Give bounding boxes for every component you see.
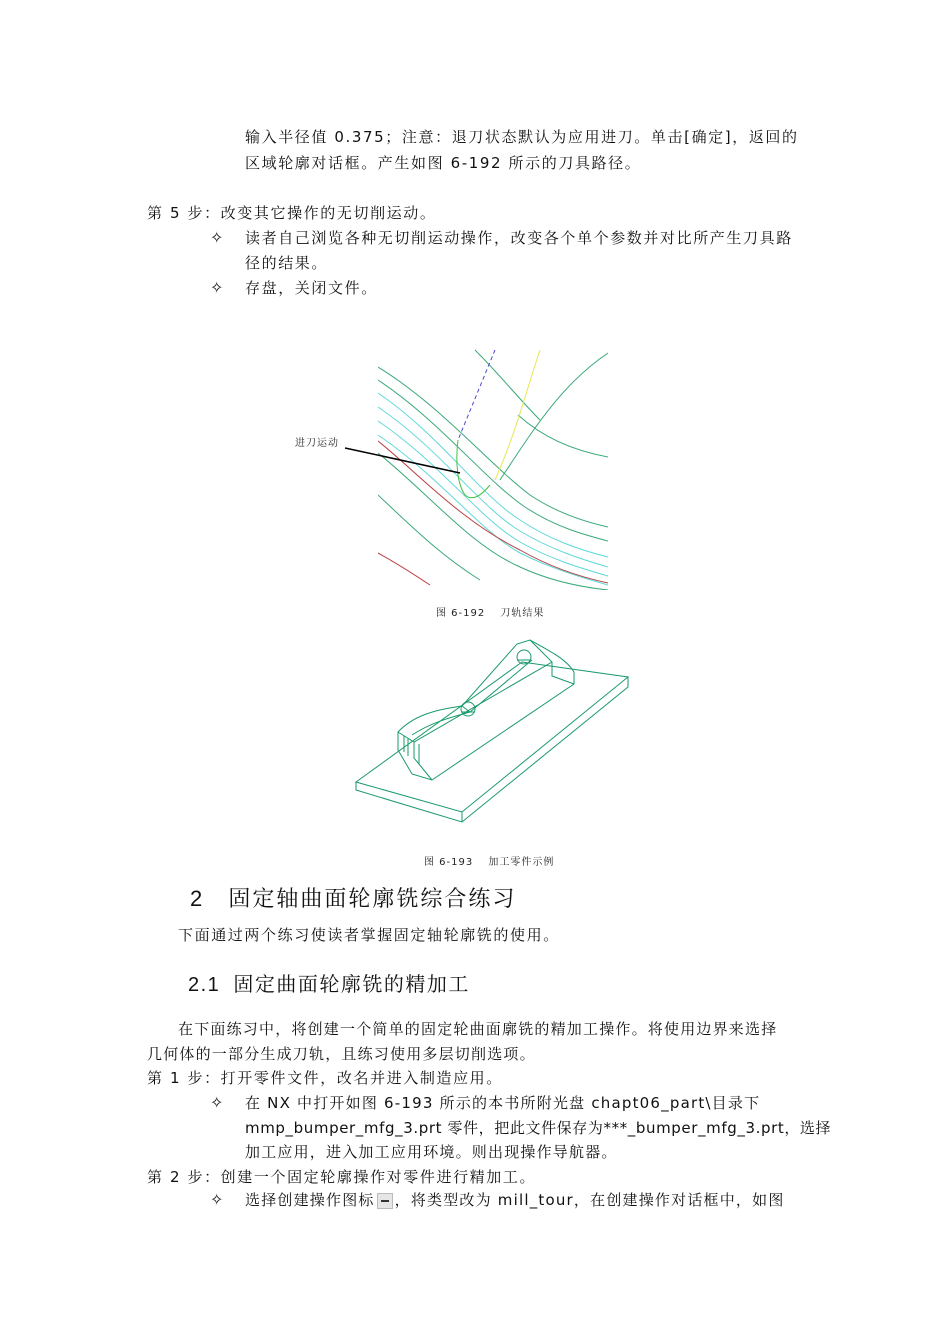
part-figure [352, 632, 632, 832]
step1-bullet-line3: 加工应用，进入加工应用环境。则出现操作导航器。 [245, 1143, 618, 1161]
step2-bullet-part2: ，将类型改为 mill_tour，在创建操作对话框中，如图 [394, 1191, 785, 1209]
section21-number: 2.1 [188, 974, 221, 996]
section2-intro: 下面通过两个练习使读者掌握固定轴轮廓铣的使用。 [178, 926, 560, 944]
para-top-line2: 区域轮廓对话框。产生如图 6-192 所示的刀具路径。 [245, 154, 642, 172]
section2-heading [190, 882, 516, 913]
section21-para-line1: 在下面练习中，将创建一个简单的固定轮曲面廓铣的精加工操作。将使用边界来选择 [178, 1020, 778, 1038]
step1-title: 第 1 步：打开零件文件，改名并进入制造应用。 [147, 1069, 503, 1087]
step2-bullet [245, 1190, 785, 1210]
section2-number: 2 [190, 886, 205, 911]
step5-bullet1-line1: 读者自己浏览各种无切削运动操作，改变各个单个参数并对比所产生刀具路 [245, 229, 793, 247]
section2-title: 固定轴曲面轮廓铣综合练习 [228, 886, 517, 911]
bullet-icon: ✧ [210, 1093, 224, 1112]
para-top-line1: 输入半径值 0.375；注意：退刀状态默认为应用进刀。单击[确定]，返回的 [245, 128, 799, 146]
bullet-icon: ✧ [210, 1190, 224, 1209]
step5-title: 第 5 步：改变其它操作的无切削运动。 [147, 204, 437, 222]
step5-bullet1-line2: 径的结果。 [245, 254, 329, 272]
figure192-annotation: 进刀运动 [295, 438, 339, 449]
create-operation-icon [377, 1193, 393, 1209]
figure193-caption: 图 6-193 加工零件示例 [424, 857, 555, 868]
bullet-icon: ✧ [210, 278, 224, 297]
step1-bullet-line2: mmp_bumper_mfg_3.prt 零件，把此文件保存为***_bumper_mfg_3.prt，选择 [245, 1119, 832, 1137]
toolpath-figure [290, 345, 620, 595]
section21-para-line2: 几何体的一部分生成刀轨，且练习使用多层切削选项。 [147, 1045, 536, 1063]
section21-title: 固定曲面轮廓铣的精加工 [233, 974, 470, 996]
step2-title: 第 2 步：创建一个固定轮廓操作对零件进行精加工。 [147, 1168, 537, 1186]
section21-heading [188, 968, 470, 997]
figure192-caption: 图 6-192 刀轨结果 [436, 608, 545, 619]
bullet-icon: ✧ [210, 228, 224, 247]
step5-bullet2: 存盘，关闭文件。 [245, 279, 378, 297]
step1-bullet-line1: 在 NX 中打开如图 6-193 所示的本书所附光盘 chapt06_part\目录下 [245, 1094, 761, 1112]
step2-bullet-part1: 选择创建操作图标 [245, 1191, 375, 1209]
